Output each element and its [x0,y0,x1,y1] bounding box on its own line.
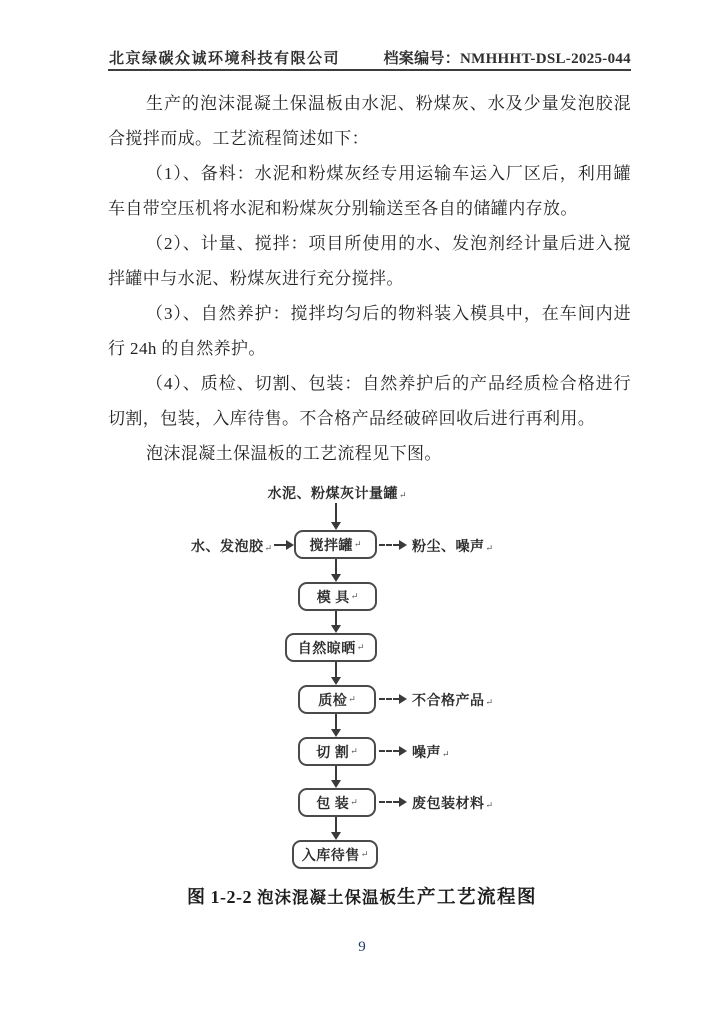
paragraph-mark: ↵ [350,591,359,601]
flow-box-label: 质检 [318,693,348,709]
flow-input-left-text: 水、发泡胶 [190,540,264,555]
figure-caption-number: 图 1-2-2 [186,887,257,907]
arrow-line [335,766,337,780]
flow-box-label: 入库待售 [301,848,360,864]
flow-box-quality-check [298,685,376,714]
arrow-line [274,544,286,546]
flow-emission-rejects [412,690,493,710]
flow-input-top-label [237,483,437,503]
paragraph-step2: （2）、计量、搅拌：项目所使用的水、发泡剂经计量后进入搅拌罐中与水泥、粉煤灰进行充分搅拌。 [108,234,631,288]
flow-box-mixing-tank [294,530,377,559]
flow-arrow-down [331,766,341,788]
page-number: 9 [358,939,366,955]
arrow-line [335,714,337,729]
flow-emission-text: 不合格产品 [412,694,485,709]
paragraph-mark: ↵ [360,849,369,859]
flow-emission-noise [412,742,450,762]
flow-arrow-down [331,611,341,633]
figure-caption-subject: 泡沫混凝土保温板 [256,888,397,907]
flow-arrow-right-dashed [379,694,407,704]
arrow-line-dashed [379,544,399,546]
arrow-line-dashed [379,801,399,803]
figure-caption-title: 生产工艺流程图 [396,888,537,908]
process-flowchart [0,480,724,876]
paragraph-step4: （4）、质检、切割、包装：自然养护后的产品经质检合格进行切割，包装，入库待售。不合格产品经破碎回收后进行再利用。 [108,374,631,428]
paragraph-flow-intro: 泡沫混凝土保温板的工艺流程见下图。 [146,444,442,463]
paragraph-mark: ↵ [356,642,365,652]
arrow-head-icon [399,694,407,704]
arrow-line-dashed [379,750,399,752]
arrow-head-icon [331,832,341,840]
arrow-head-icon [331,729,341,737]
flow-box-packaging [298,788,376,817]
arrow-head-icon [331,522,341,530]
flow-box-label: 自然晾晒 [297,641,356,657]
flow-input-top-text: 水泥、粉煤灰计量罐 [267,487,398,502]
paragraph-mark: ↵ [485,697,494,707]
arrow-head-icon [331,780,341,788]
paragraph-mark: ↵ [398,490,407,500]
figure-caption [0,883,724,909]
flow-box-natural-drying [285,633,377,662]
flow-box-label: 切 割 [316,745,350,761]
flow-input-left-label [188,536,272,556]
paragraph-mark: ↵ [348,694,356,704]
paragraph-mark: ↵ [353,539,362,549]
arrow-head-icon [399,797,407,807]
paragraph-step1: （1）、备料：水泥和粉煤灰经专用运输车运入厂区后，利用罐车自带空压机将水泥和粉煤灰分别输送至各自的储罐内存放。 [108,164,631,218]
arrow-line-dashed [379,698,399,700]
arrow-head-icon [331,677,341,685]
flow-box-cutting [298,737,376,766]
paragraph-step3: （3）、自然养护：搅拌均匀后的物料装入模具中，在车间内进行 24h 的自然养护。 [108,304,631,358]
flow-emission-text: 废包装材料 [412,797,485,812]
arrow-line [335,817,337,832]
flow-box-label: 模 具 [316,590,350,606]
header-rule [108,69,631,71]
arrow-head-icon [399,540,407,550]
flow-emission-waste-packaging [412,793,493,813]
flow-emission-text: 粉尘、噪声 [412,540,485,555]
header-archive-number: 档案编号：NMHHHT-DSL-2025-044 [383,51,631,67]
body-text [108,86,631,471]
flow-box-label: 包 装 [316,796,350,812]
flow-arrow-down [331,817,341,840]
arrow-head-icon [286,540,294,550]
arrow-line [335,611,337,625]
flow-emission-dust-noise [412,536,493,556]
paragraph-mark: ↵ [442,749,450,759]
arrow-line [335,662,337,677]
arrow-head-icon [331,625,341,633]
arrow-line [335,559,337,574]
paragraph-mark: ↵ [485,800,494,810]
header-company-name: 北京绿碳众诚环境科技有限公司 [109,51,341,67]
flow-arrow-down [331,714,341,737]
arrow-head-icon [399,746,407,756]
flow-arrow-right-dashed [379,797,407,807]
flow-arrow-right-solid [274,540,294,550]
flow-emission-text: 噪声 [412,746,441,761]
flow-arrow-right-dashed [379,540,407,550]
flow-box-mold [298,582,377,611]
paragraph-mark: ↵ [264,543,272,553]
flow-arrow-right-dashed [379,746,407,756]
arrow-line [335,503,337,522]
paragraph-mark: ↵ [350,797,358,807]
flow-box-warehouse-sale [292,840,378,869]
paragraph-mark: ↵ [350,746,358,756]
flow-arrow-down [331,662,341,685]
flow-arrow-down [331,559,341,582]
paragraph-intro: 生产的泡沫混凝土保温板由水泥、粉煤灰、水及少量发泡胶混合搅拌而成。工艺流程简述如下： [108,94,631,148]
flow-box-label: 搅拌罐 [309,538,353,554]
arrow-head-icon [331,574,341,582]
paragraph-mark: ↵ [485,543,494,553]
flow-arrow-down [331,503,341,530]
